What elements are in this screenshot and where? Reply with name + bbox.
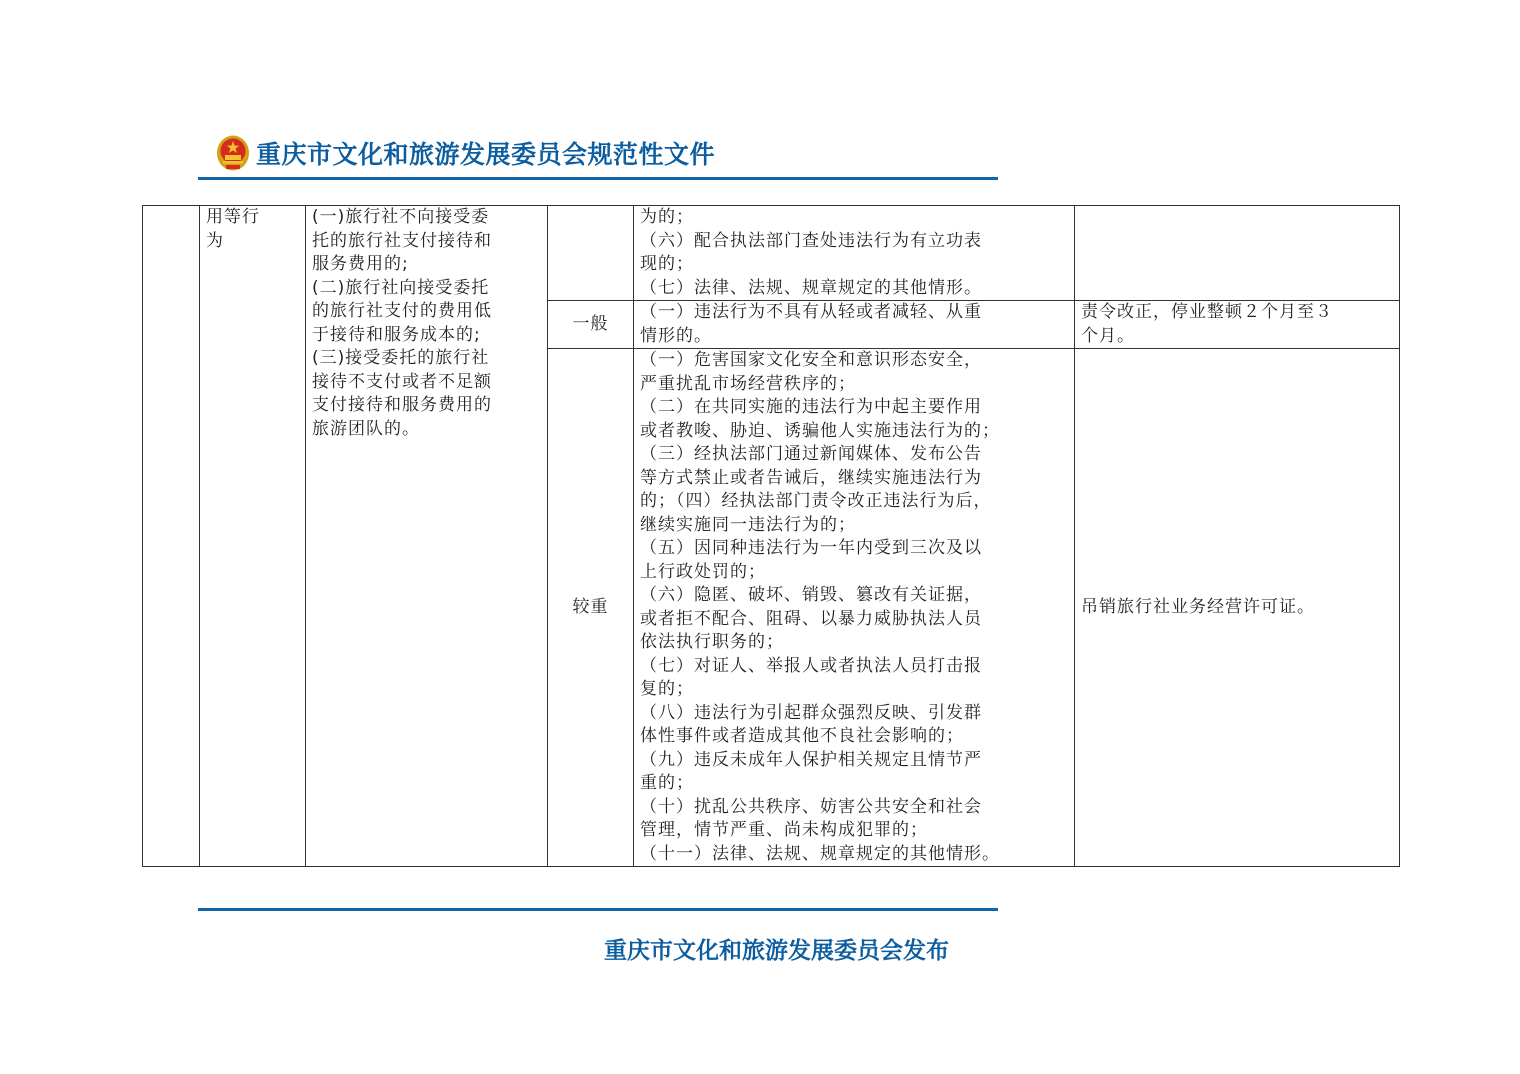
severity-level-cell: 较重 bbox=[548, 349, 634, 867]
footer-publisher: 重庆市文化和旅游发展委员会发布 bbox=[604, 937, 949, 964]
penalty-standard-table bbox=[142, 205, 1400, 867]
penalty-cell: 责令改正，停业整顿２个月至３ 个月。 bbox=[1075, 301, 1400, 349]
index-cell bbox=[143, 206, 200, 867]
circumstances-cell: （一）危害国家文化安全和意识形态安全， 严重扰乱市场经营秩序的； （二）在共同实施的违法行为中起主要作用 或者教唆、胁迫、诱骗他人实施违法行为的； （三）经执法部门通过新闻媒体、发布公告 等方式禁止或者告诫后，继续实施违法行为 的；（四）经执法部门责令改正违法行为后， 继续实施同一违法行为的； （五）因同种违法行为一年内受到三次及以 上行政处罚的； （六）隐匿、破坏、销毁、篡改有关证据， 或者拒不配合、阻碍、以暴力威胁执法人员 依法执行职务的； （七）对证人、举报人或者执法人员打击报 复的； （八）违法行为引起群众强烈反映、引发群 体性事件或者造成其他不良社会影响的； （九）违反未成年人保护相关规定且情节严 重的； （十）扰乱公共秩序、妨害公共安全和社会 管理，情节严重、尚未构成犯罪的； （十一）法律、法规、规章规定的其他情形。 bbox=[634, 349, 1075, 867]
severity-level-cell bbox=[548, 206, 634, 301]
document-header bbox=[216, 132, 715, 174]
circumstances-cell: 为的； （六）配合执法部门查处违法行为有立功表 现的； （七）法律、法规、规章规定的其他情形。 bbox=[634, 206, 1075, 301]
severity-level-cell: 一般 bbox=[548, 301, 634, 349]
violation-name-cell: 用等行 为 bbox=[200, 206, 306, 867]
circumstances-cell: （一）违法行为不具有从轻或者减轻、从重 情形的。 bbox=[634, 301, 1075, 349]
national-emblem-icon bbox=[216, 134, 250, 172]
header-title: 重庆市文化和旅游发展委员会规范性文件 bbox=[256, 140, 716, 169]
header-divider bbox=[198, 177, 998, 180]
penalty-cell: 吊销旅行社业务经营许可证。 bbox=[1075, 349, 1400, 867]
footer-divider bbox=[198, 908, 998, 911]
violation-detail-cell: (一)旅行社不向接受委 托的旅行社支付接待和 服务费用的; (二)旅行社向接受委托 的旅行社支付的费用低 于接待和服务成本的; (三)接受委托的旅行社 接待不支付或者不足额 支付接待和服务费用的 旅游团队的。 bbox=[306, 206, 548, 867]
table-row bbox=[143, 206, 1400, 301]
penalty-cell bbox=[1075, 206, 1400, 301]
